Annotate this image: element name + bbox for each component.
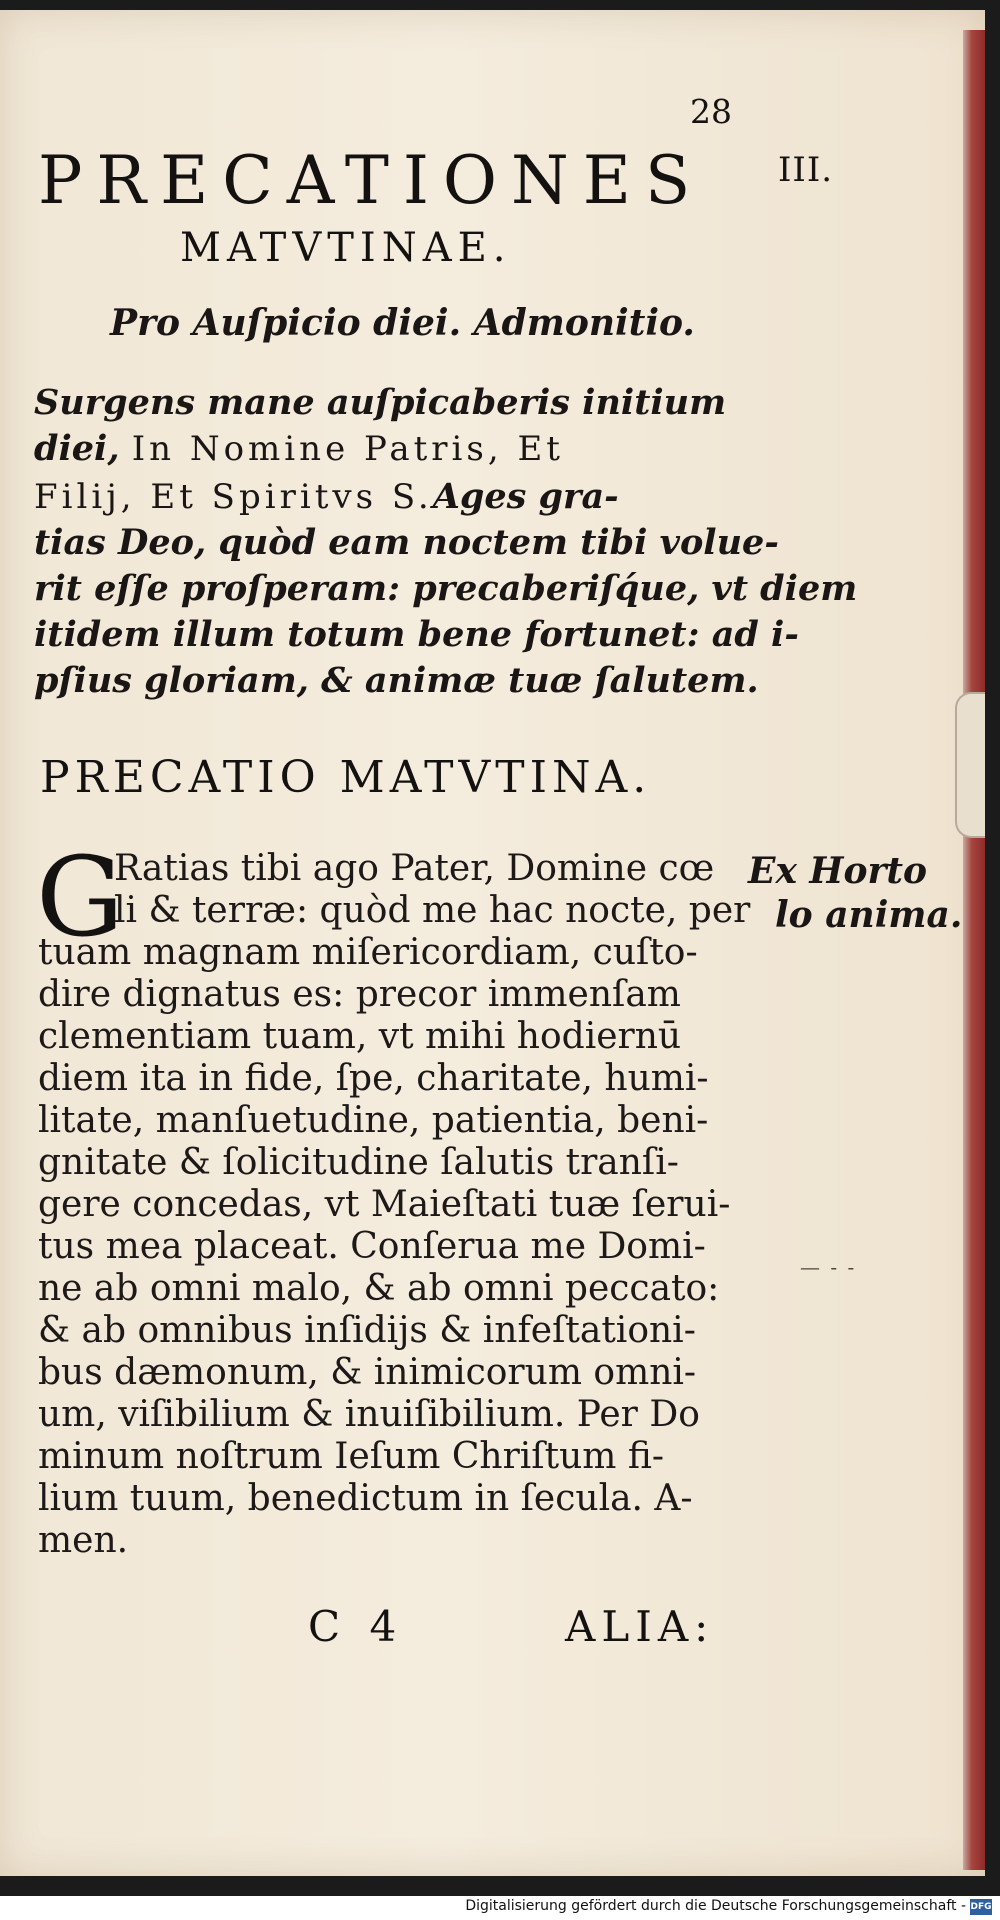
prayer-line: gere concedas, vt Maieſtati tuæ ſerui- — [38, 1184, 731, 1225]
prayer-line: clementiam tuam, vt mihi hodiernū — [38, 1016, 682, 1057]
prayer-line: dire dignatus es: precor immenſam — [38, 974, 681, 1015]
footer-catchword: ALIA: — [565, 1602, 715, 1651]
admonition-line-italic: diei, — [34, 428, 132, 469]
page-title: PRECATIONES — [38, 142, 705, 219]
page-red-edge — [963, 30, 985, 1870]
prayer-line: diem ita in fide, ſpe, charitate, humi- — [38, 1058, 709, 1099]
prayer-line: lium tuum, benedictum in ſecula. A- — [38, 1478, 693, 1519]
dfg-logo: DFG — [970, 1899, 992, 1915]
marginal-note-line: Ex Horto — [748, 850, 928, 892]
admonition-line-italic: Ages gra- — [432, 476, 619, 517]
margin-dash-mark: — - - — [800, 1255, 857, 1279]
prayer-line: um, viſibilium & inuiſibilium. Per Do — [38, 1394, 700, 1435]
footer-signature: C 4 — [308, 1602, 405, 1651]
prayer-line: ne ab omni malo, & ab omni peccato: — [38, 1268, 720, 1309]
admonition-line: rit eſſe proſperam: precaberiſq́ue, vt diem — [34, 568, 858, 609]
admonition-line: tias Deo, quòd eam noctem tibi volue- — [34, 522, 779, 563]
prayer-line: li & terræ: quòd me hac nocte, per — [114, 890, 751, 931]
signature-mark: III. — [778, 150, 834, 190]
prayer-line: litate, manſuetudine, patientia, beni- — [38, 1100, 709, 1141]
prayer-line: bus dæmonum, & inimicorum omni- — [38, 1352, 697, 1393]
section-heading: PRECATIO MATVTINA. — [40, 752, 652, 803]
prayer-line: men. — [38, 1520, 129, 1561]
book-page — [0, 10, 985, 1876]
page-tab — [955, 692, 985, 838]
prayer-line: Ratias tibi ago Pater, Domine cœ — [114, 848, 715, 889]
admonition-line — [34, 428, 564, 469]
admonition-line-roman: Et Spiritvs S. — [150, 477, 433, 517]
marginal-note-line: lo anima. — [775, 894, 963, 936]
admonition-line: pſius gloriam, & animæ tuæ ſalutem. — [34, 660, 759, 701]
admonition-line: Surgens mane auſpicaberis initium — [34, 382, 727, 423]
admonition-line — [34, 476, 619, 517]
admonition-line: itidem illum totum bene fortunet: ad i- — [34, 614, 799, 655]
admonition-heading: Pro Auſpicio diei. Admonitio. — [110, 302, 695, 344]
prayer-line: & ab omnibus inſidijs & infeſtationi- — [38, 1310, 696, 1351]
page-number: 28 — [690, 92, 732, 131]
prayer-line: tuam magnam miſericordiam, cuſto- — [38, 932, 698, 973]
digitization-note: Digitalisierung gefördert durch die Deutsche Forschungsgemeinschaft - — [465, 1898, 966, 1914]
admonition-line-roman-start: Filij, — [34, 477, 151, 517]
drop-cap: G — [36, 833, 124, 961]
admonition-line-roman: In Nomine Patris, Et — [131, 429, 564, 469]
prayer-line: gnitate & ſolicitudine ſalutis tranſi- — [38, 1142, 679, 1183]
prayer-line: minum noſtrum Ieſum Chriſtum fi- — [38, 1436, 665, 1477]
page-subtitle: MATVTINAE. — [180, 225, 512, 271]
prayer-line: tus mea placeat. Conſerua me Domi- — [38, 1226, 706, 1267]
